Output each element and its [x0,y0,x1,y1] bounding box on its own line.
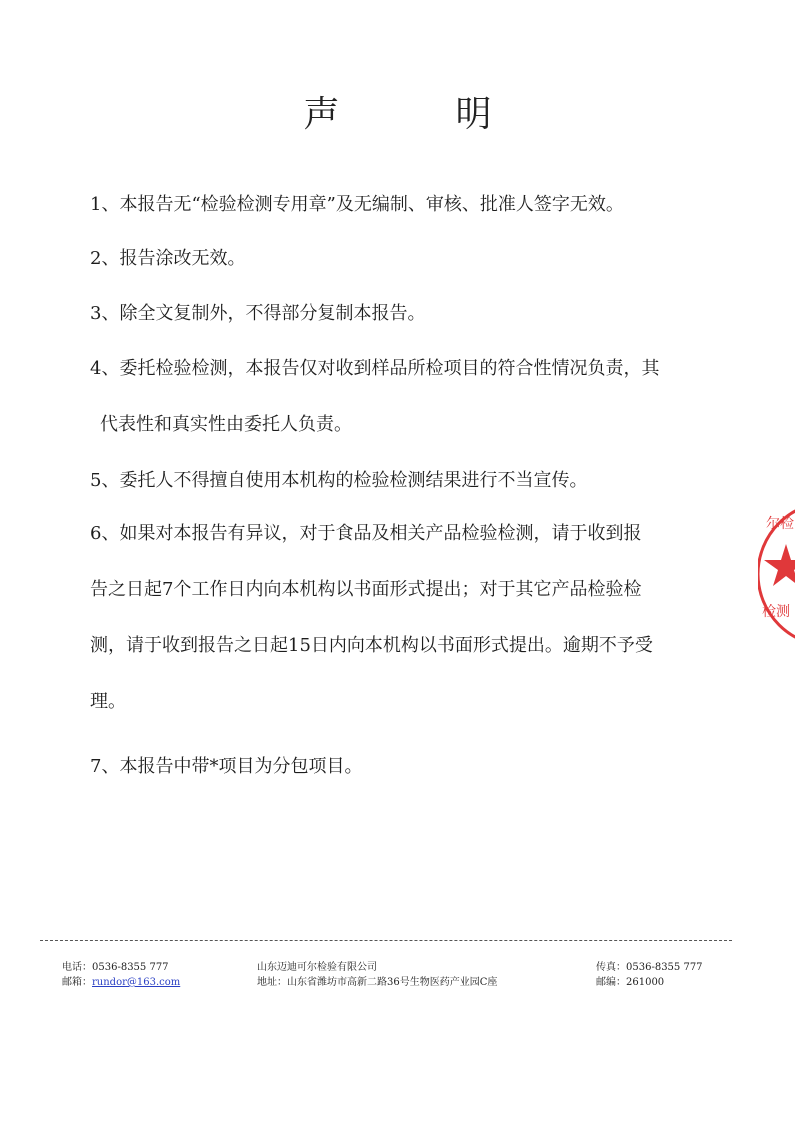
clause-2 [90,231,730,287]
seal-star-icon [764,544,795,586]
phone-value: 0536-8355 777 [92,962,169,973]
footer-fax [596,960,703,975]
clause-7 [90,739,730,795]
clause-line: 6、如果对本报告有异议，对于食品及相关产品检验检测，请于收到报 [90,523,642,544]
clause-line: 2、报告涂改无效。 [90,248,246,269]
footer-phone [62,960,180,975]
footer-company-info [257,960,497,990]
clause-line: 4、委托检验检测，本报告仅对收到样品所检项目的符合性情况负责，其 [90,358,660,379]
footer-contact-right [596,960,703,990]
footer-divider [40,940,732,941]
fax-label: 传真： [596,962,626,973]
postcode-value: 261000 [626,977,665,988]
clause-line: 5、委托人不得擅自使用本机构的检验检测结果进行不当宣传。 [90,470,588,491]
footer-postcode [596,975,703,990]
email-label: 邮箱： [62,977,92,988]
clause-line: 告之日起7个工作日内向本机构以书面形式提出；对于其它产品检验检 [90,579,642,600]
clause-line: 代表性和真实性由委托人负责。 [100,414,352,435]
clause-3 [90,286,730,342]
address-label: 地址： [257,977,287,988]
seal-stamp [758,494,795,654]
page-title: 声 明 [303,94,532,135]
clause-4 [90,341,730,453]
clause-5 [90,453,730,509]
clause-line: 3、除全文复制外，不得部分复制本报告。 [90,303,426,324]
clause-line: 7、本报告中带*项目为分包项目。 [90,756,363,777]
footer-contact-left [62,960,180,990]
clause-line: 理。 [90,691,126,712]
seal-text-top: 尔检 [766,516,794,532]
clause-1 [90,177,730,233]
seal-text-bottom: 检测 [762,604,790,620]
clause-line: 1、本报告无“检验检测专用章”及无编制、审核、批准人签字无效。 [90,194,624,215]
fax-value: 0536-8355 777 [626,962,703,973]
footer-company: 山东迈迪可尔检验有限公司 [257,962,377,973]
address-value: 山东省潍坊市高新二路36号生物医药产业园C座 [287,977,498,988]
footer-address [257,975,497,990]
email-link[interactable]: rundor@163.com [92,977,181,988]
postcode-label: 邮编： [596,977,626,988]
clause-line: 测，请于收到报告之日起15日内向本机构以书面形式提出。逾期不予受 [90,635,653,656]
phone-label: 电话： [62,962,92,973]
clause-6 [90,506,730,730]
footer-email [62,975,180,990]
